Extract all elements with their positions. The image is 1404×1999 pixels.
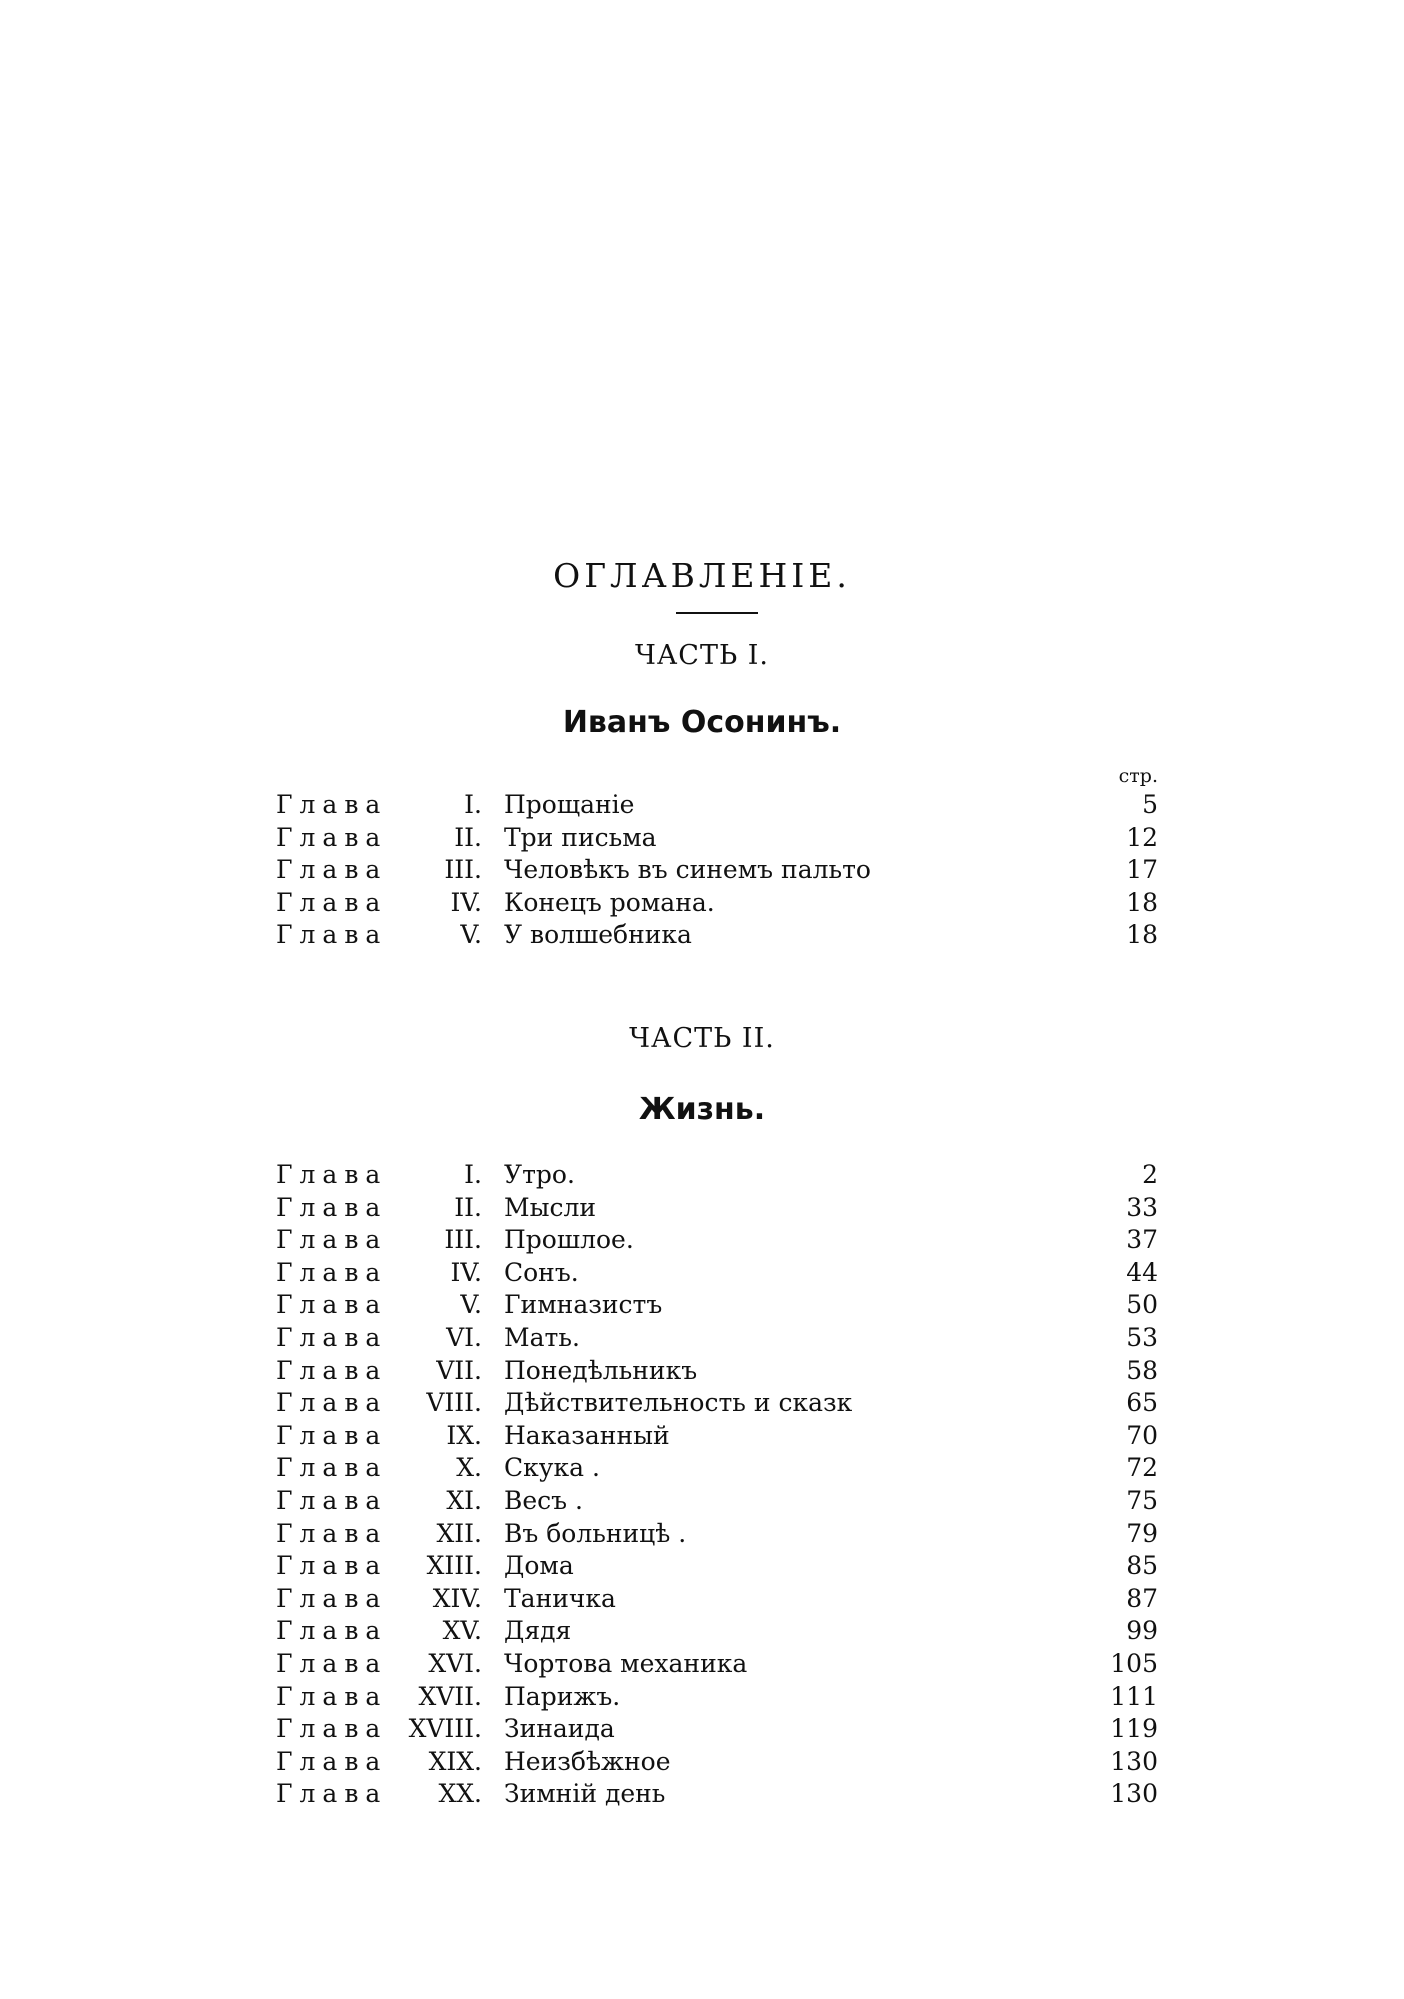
toc-row (0, 1225, 1404, 1258)
toc-row (0, 888, 1404, 921)
chapter-word: Глава (276, 1518, 388, 1548)
chapter-page: 18 (1126, 920, 1158, 949)
chapter-title: Чортова механика (504, 1648, 748, 1678)
chapter-number: IV. (450, 1257, 482, 1287)
chapter-page: 53 (1126, 1322, 1158, 1352)
toc-row (0, 1584, 1404, 1617)
chapter-title: Мысли (504, 1192, 597, 1222)
chapter-word: Глава (276, 1257, 388, 1287)
chapter-title: Прошлое. (504, 1225, 634, 1255)
toc-row (0, 855, 1404, 888)
chapter-word: Глава (276, 1388, 388, 1418)
chapter-page: 12 (1126, 822, 1158, 852)
chapter-title: Неизбѣжное (504, 1746, 671, 1776)
chapter-page: 111 (1110, 1681, 1158, 1711)
chapter-word: Глава (276, 920, 388, 949)
chapter-title: Дома (504, 1551, 574, 1581)
toc-row (0, 1356, 1404, 1389)
chapter-number: XIX. (428, 1746, 482, 1776)
pages-column-header: стр. (1118, 765, 1158, 787)
chapter-page: 44 (1126, 1257, 1158, 1287)
toc-row (0, 1714, 1404, 1747)
chapter-word: Глава (276, 1453, 388, 1483)
page-title: ОГЛАВЛЕНІЕ. (553, 556, 851, 595)
chapter-page: 119 (1110, 1714, 1158, 1744)
chapter-title: Гимназистъ (504, 1290, 663, 1320)
chapter-title: Парижъ. (504, 1681, 621, 1711)
chapter-page: 85 (1126, 1551, 1158, 1581)
chapter-number: XIV. (432, 1583, 482, 1613)
chapter-number: XV. (442, 1616, 482, 1646)
chapter-number: I. (464, 1160, 482, 1189)
chapter-title: Конецъ романа. (504, 887, 715, 917)
toc-row (0, 1519, 1404, 1552)
chapter-word: Глава (276, 1225, 388, 1255)
chapter-word: Глава (276, 1746, 388, 1776)
chapter-number: I. (464, 790, 482, 819)
chapter-number: IX. (446, 1420, 482, 1450)
chapter-word: Глава (276, 1322, 388, 1352)
chapter-page: 50 (1126, 1290, 1158, 1320)
toc-row (0, 1290, 1404, 1323)
chapter-number: XX. (438, 1779, 482, 1809)
toc-row (0, 1160, 1404, 1193)
chapter-word: Глава (276, 1355, 388, 1385)
toc-row (0, 1453, 1404, 1486)
chapter-number: VII. (436, 1355, 482, 1385)
toc-row (0, 1682, 1404, 1715)
chapter-title: Въ больницѣ . (504, 1518, 687, 1548)
chapter-page: 130 (1110, 1746, 1158, 1776)
chapter-number: XI. (446, 1485, 482, 1515)
chapter-page: 70 (1126, 1420, 1158, 1450)
chapter-title: Дядя (504, 1616, 572, 1646)
title-divider (676, 612, 758, 614)
chapter-number: III. (444, 855, 482, 884)
chapter-title: Сонъ. (504, 1257, 579, 1287)
part-2-subtitle: Жизнь. (638, 1092, 766, 1127)
chapter-word: Глава (276, 1485, 388, 1515)
chapter-word: Глава (276, 1616, 388, 1646)
chapter-word: Глава (276, 1160, 388, 1189)
chapter-word: Глава (276, 1779, 388, 1809)
chapter-page: 5 (1142, 790, 1158, 819)
toc-row (0, 920, 1404, 953)
toc-row (0, 823, 1404, 856)
chapter-title: Понедѣльникъ (504, 1355, 698, 1385)
chapter-page: 130 (1110, 1779, 1158, 1809)
chapter-word: Глава (276, 790, 388, 819)
chapter-number: III. (444, 1225, 482, 1255)
chapter-title: Зимній день (504, 1779, 666, 1809)
chapter-page: 75 (1126, 1485, 1158, 1515)
chapter-title: Наказанный (504, 1420, 670, 1450)
chapter-word: Глава (276, 887, 388, 917)
toc-row (0, 1779, 1404, 1812)
chapter-title: Мать. (504, 1322, 580, 1352)
toc-row (0, 1323, 1404, 1356)
chapter-page: 33 (1126, 1192, 1158, 1222)
toc-row (0, 1551, 1404, 1584)
chapter-word: Глава (276, 1648, 388, 1678)
chapter-title: Дѣйствительность и сказк (504, 1388, 853, 1418)
chapter-title: Таничка (504, 1583, 616, 1613)
chapter-word: Глава (276, 1290, 388, 1320)
chapter-page: 87 (1126, 1583, 1158, 1613)
chapter-word: Глава (276, 1714, 388, 1744)
chapter-word: Глава (276, 1551, 388, 1581)
chapter-number: XIII. (426, 1551, 482, 1581)
chapter-number: VI. (446, 1322, 482, 1352)
chapter-title: У волшебника (504, 920, 692, 949)
chapter-number: X. (456, 1453, 482, 1483)
toc-row (0, 1747, 1404, 1780)
chapter-number: XVI. (428, 1648, 482, 1678)
part-2-contents (0, 1160, 1404, 1812)
chapter-title: Человѣкъ въ синемъ пальто (504, 855, 871, 884)
chapter-number: VIII. (426, 1388, 482, 1418)
chapter-page: 17 (1126, 855, 1158, 884)
chapter-title: Весъ . (504, 1485, 583, 1515)
toc-row (0, 790, 1404, 823)
chapter-page: 79 (1126, 1518, 1158, 1548)
chapter-word: Глава (276, 1192, 388, 1222)
part-1-contents (0, 790, 1404, 953)
toc-row (0, 1649, 1404, 1682)
chapter-word: Глава (276, 1420, 388, 1450)
chapter-page: 18 (1126, 887, 1158, 917)
chapter-number: XII. (436, 1518, 482, 1548)
part-1-subtitle: Иванъ Осонинъ. (562, 705, 842, 740)
toc-row (0, 1258, 1404, 1291)
chapter-page: 99 (1126, 1616, 1158, 1646)
chapter-page: 72 (1126, 1453, 1158, 1483)
chapter-word: Глава (276, 1583, 388, 1613)
toc-row (0, 1616, 1404, 1649)
part-2-label: ЧАСТЬ II. (629, 1023, 775, 1054)
chapter-number: XVII. (418, 1681, 482, 1711)
chapter-title: Три письма (504, 822, 657, 852)
chapter-page: 2 (1142, 1160, 1158, 1189)
chapter-number: II. (454, 822, 482, 852)
chapter-number: V. (460, 920, 482, 949)
chapter-page: 37 (1126, 1225, 1158, 1255)
toc-row (0, 1193, 1404, 1226)
chapter-title: Скука . (504, 1453, 600, 1483)
toc-row (0, 1388, 1404, 1421)
toc-row (0, 1421, 1404, 1454)
part-1-label: ЧАСТЬ I. (634, 640, 769, 671)
chapter-word: Глава (276, 855, 388, 884)
chapter-word: Глава (276, 822, 388, 852)
chapter-number: IV. (450, 887, 482, 917)
chapter-number: XVIII. (408, 1714, 482, 1744)
chapter-page: 58 (1126, 1355, 1158, 1385)
chapter-number: II. (454, 1192, 482, 1222)
toc-row (0, 1486, 1404, 1519)
chapter-page: 105 (1110, 1648, 1158, 1678)
chapter-title: Утро. (504, 1160, 575, 1189)
chapter-number: V. (460, 1290, 482, 1320)
chapter-word: Глава (276, 1681, 388, 1711)
chapter-title: Прощаніе (504, 790, 635, 819)
chapter-title: Зинаида (504, 1714, 615, 1744)
chapter-page: 65 (1126, 1388, 1158, 1418)
